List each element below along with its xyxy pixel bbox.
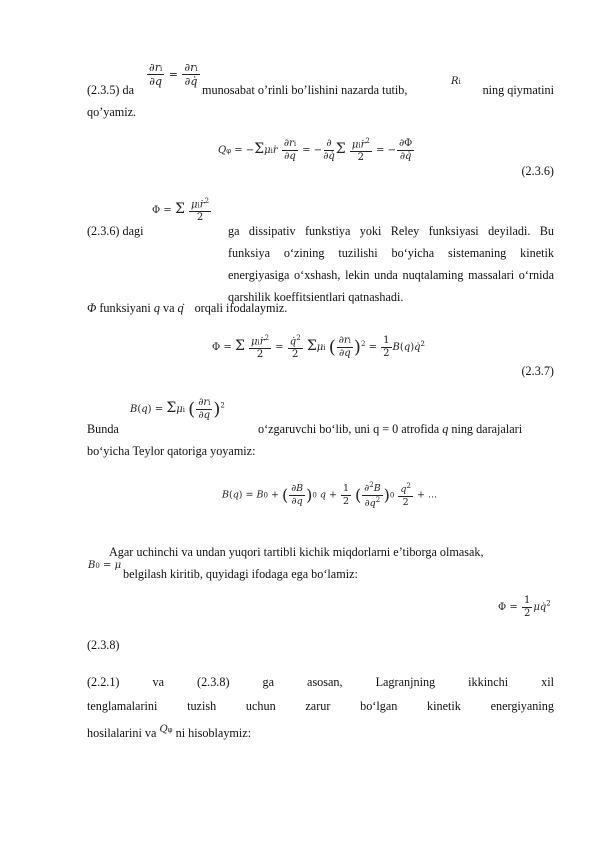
equation-number-2-3-7: (2.3.7) xyxy=(521,364,554,378)
formula-b-of-q: B(q) = Σμi ( $\frac{\partial ri}{\partial q}$ )$^2$ xyxy=(130,397,225,421)
text-235-da: (2.3.5) da xyxy=(87,83,135,97)
equation-number-2-3-8: (2.3.8) xyxy=(87,638,120,652)
formula-2-3-7: Φ = Σ $\frac{\mu ir^2}{2}$ = $\frac{q^2}{2}$ Σμi ( $\frac{\partial ri}{\partial q}$ )$^2$ = $\frac{1}{2}$ $B(q)q^2$ xyxy=(212,334,425,361)
text-belgilash: belgilash kiritib, quyidagi ifodaga ega bo‘lamiz: xyxy=(123,567,358,581)
text-final-line1: (2.2.1) va (2.3.8) ga asosan, Lagranjning ikkinchi xil xyxy=(87,675,554,689)
formula-dr-dq-equality: $\frac{\partial ri}{\partial q}$ = $\frac{\partial ri}{\partial q}$ xyxy=(149,61,198,88)
text-qoyamiz: qo’yamiz. xyxy=(87,105,137,119)
formula-b0-mu: B0 = μ xyxy=(88,560,122,571)
text-bunda: Bunda xyxy=(87,422,119,436)
text-ning-qiymatini: ning qiymatini xyxy=(482,83,554,97)
formula-phi-definition: Φ = Σ $\frac{\mu ir^2}{2}$ xyxy=(152,197,210,224)
formula-ri-symbol: Ri xyxy=(451,76,461,87)
text-phi-funksiyani: Φ funksiyani q va q orqali ifodalaymiz. xyxy=(87,297,554,319)
text-236-dagi: (2.3.6) dagi xyxy=(87,224,144,238)
formula-taylor-expansion: B(q) = B0 + ( $\frac{\partial B}{\partial q}$ )0 q + $\frac{1}{2}$ ( $\frac{\partial^2B}{\partial q^2}$ )0 $\frac{q^2}{2}$ + ... xyxy=(222,481,438,509)
formula-phi-half-mu-qdot: Φ = $\frac{1}{2}$ $\mu q^2$ xyxy=(498,595,551,619)
formula-2-3-6: Qφ = −Σμiṙ $\frac{\partial ri}{\partial q}$ = − $\frac{\partial}{\partial q}$ Σ $\frac{\mu ir^2}{2}$ = − $\frac{\partial\Phi}{\partial q}$ xyxy=(218,137,413,164)
paragraph-dissipativ: ga dissipativ funkstiya yoki Reley funksiyasi deyiladi. Bu funksiya o‘zining tuzilishi bo‘yicha sistemaning kinetik energiyasiga o‘xshash, lekin unda nuqtalaming massalari o‘rnida qarshilik koeffitsientlari qatnashadi. xyxy=(228,224,554,304)
equation-number-2-3-6: (2.3.6) xyxy=(521,164,554,178)
text-final-line2: tenglamalarini tuzish uchun zarur bo‘lgan kinetik energiyaning xyxy=(87,699,554,713)
text-munosabat: munosabat o’rinli bo’lishini nazarda tutib, xyxy=(202,83,408,97)
q-dot-symbol: q xyxy=(177,301,184,315)
text-ozgaruvchi: o‘zgaruvchi bo‘lib, uni q = 0 atrofida q ning darajalari xyxy=(258,422,523,436)
text-teylor: bo‘yicha Teylor qatoriga yoyamiz: xyxy=(87,444,256,458)
formula-q-phi: Qφ xyxy=(159,724,173,735)
text-final-line3: hosilalarini va $^{Q\varphi}$ ni hisoblaymiz: xyxy=(87,724,252,741)
text-agar-uchinchi: Agar uchinchi va undan yuqori tartibli kichik miqdorlarni e’tiborga olmasak, xyxy=(109,545,484,559)
